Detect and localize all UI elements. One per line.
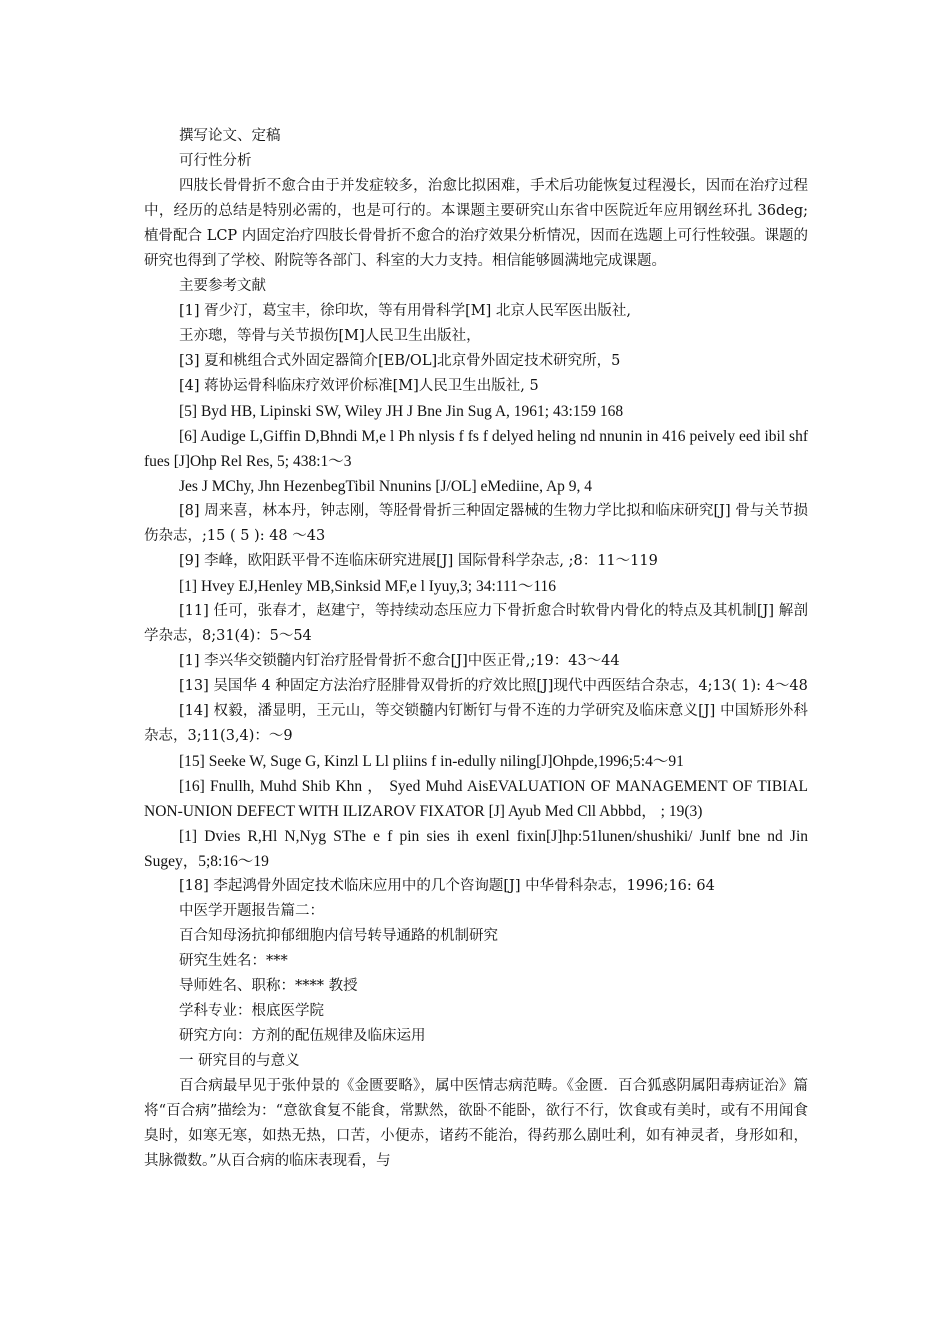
reference-item: Jes J MChy, Jhn HezenbegTibil Nnunins [J/OL] eMediine, Ap 9, 4 [179,478,593,495]
reference-item: [16] Fnullh, Muhd Shib Khn ， Syed Muhd AisEVALUATION OF MANAGEMENT OF TIBIAL NON-UNION DEFECT WITH ILIZAROV FIXATOR [J] Ayub Med Cll Abbbd， ; 19(3) [144,778,808,820]
reference-item: [1] 李兴华交锁髓内钉治疗胫骨骨折不愈合[J]中医正骨,;19：43～44 [179,653,620,669]
reference-item: 王亦璁，等骨与关节损伤[M]人民卫生出版社， [179,328,481,344]
reference-item: [4] 蒋协运骨科临床疗效评价标准[M]人民卫生出版社, 5 [179,378,539,394]
reference-item: [8] 周来喜，林本丹，钟志刚，等胫骨骨折三种固定器械的生物力学比拟和临床研究[J] 骨与关节损伤杂志，;15 ( 5 ): 48 ～43 [144,503,808,544]
reference-item: [5] Byd HB, Lipinski SW, Wiley JH J Bne Jin Sug A, 1961; 43:159 168 [179,403,624,420]
research-direction: 研究方向：方剂的配伍规律及临床运用 [179,1028,426,1044]
section-heading-feasibility: 可行性分析 [179,153,252,169]
feasibility-paragraph: 四肢长骨骨折不愈合由于并发症较多，治愈比拟困难，手术后功能恢复过程漫长，因而在治疗过程中，经历的总结是特别必需的，也是可行的。本课题主要研究山东省中医院近年应用钢丝环扎 36deg;植骨配合 LCP 内固定治疗四肢长骨骨折不愈合的治疗效果分析情况，因而在选题上可行性较强。课题的研究也得到了学校、附院等各部门、科室的大力支持。相信能够圆满地完成课题。 [144,178,808,269]
reference-item: [18] 李起鸿骨外固定技术临床应用中的几个咨询题[J] 中华骨科杂志，1996;16: 64 [179,878,715,894]
document-body [144,124,808,1174]
reference-item: [1] Dvies R,Hl N,Nyg SThe e f pin sies ih exenl fixin[J]hp:51lunen/shushiki/ Junlf bne nd Jin Sugey，5;8:16～19 [144,828,808,870]
reference-item: [1] 胥少汀，葛宝丰，徐印坎，等有用骨科学[M] 北京人民军医出版社, [179,303,632,319]
reference-item: [13] 吴国华 4 种固定方法治疗胫腓骨双骨折的疗效比照[J]现代中西医结合杂志，4;13( 1): 4～48 [179,678,808,694]
discipline: 学科专业：根底医学院 [179,1003,324,1019]
student-name: 研究生姓名：*** [179,953,288,969]
research-title: 百合知母汤抗抑郁细胞内信号转导通路的机制研究 [179,928,498,944]
reference-item: [6] Audige L,Giffin D,Bhndi M,e l Ph nlysis f fs f delyed heling nd nnunin in 416 peively eed ibil shf fues [J]Ohp Rel Res, 5; 438:1～3 [144,428,808,470]
section-heading-purpose: 一 研究目的与意义 [179,1053,300,1069]
reference-item: [9] 李峰，欧阳跃平骨不连临床研究进展[J] 国际骨科学杂志, ;8：11～119 [179,553,658,569]
reference-item: [15] Seeke W, Suge G, Kinzl L Ll pliins f in-edully niling[J]Ohpde,1996;5:4～91 [179,753,684,770]
report-part-title: 中医学开题报告篇二： [179,903,324,919]
section-heading-references: 主要参考文献 [179,278,266,294]
supervisor-name: 导师姓名、职称：**** 教授 [179,978,358,994]
reference-item: [14] 权毅，潘显明，王元山，等交锁髓内钉断钉与骨不连的力学研究及临床意义[J] 中国矫形外科杂志，3;11(3,4)：～9 [144,703,808,744]
purpose-paragraph: 百合病最早见于张仲景的《金匮要略》，属中医情志病范畴。《金匮．百合狐惑阴属阳毒病证治》篇将“百合病”描绘为：“意欲食复不能食，常默然，欲卧不能卧，欲行不行，饮食或有美时，或有不用闻食臭时，如寒无寒，如热无热，口苦，小便赤，诸药不能治，得药那么剧吐利，如有神灵者，身形如和，其脉微数。”从百合病的临床表现看，与 [144,1078,808,1169]
reference-item: [3] 夏和桃组合式外固定器简介[EB/OL]北京骨外固定技术研究所，5 [179,353,621,369]
step-title: 撰写论文、定稿 [179,128,281,144]
reference-item: [11] 任可，张春才，赵建宁，等持续动态压应力下骨折愈合时软骨内骨化的特点及其机制[J] 解剖学杂志，8;31(4)：5～54 [144,603,808,644]
reference-item: [1] Hvey EJ,Henley MB,Sinksid MF,e l Iyuy,3; 34:111～116 [179,578,557,595]
